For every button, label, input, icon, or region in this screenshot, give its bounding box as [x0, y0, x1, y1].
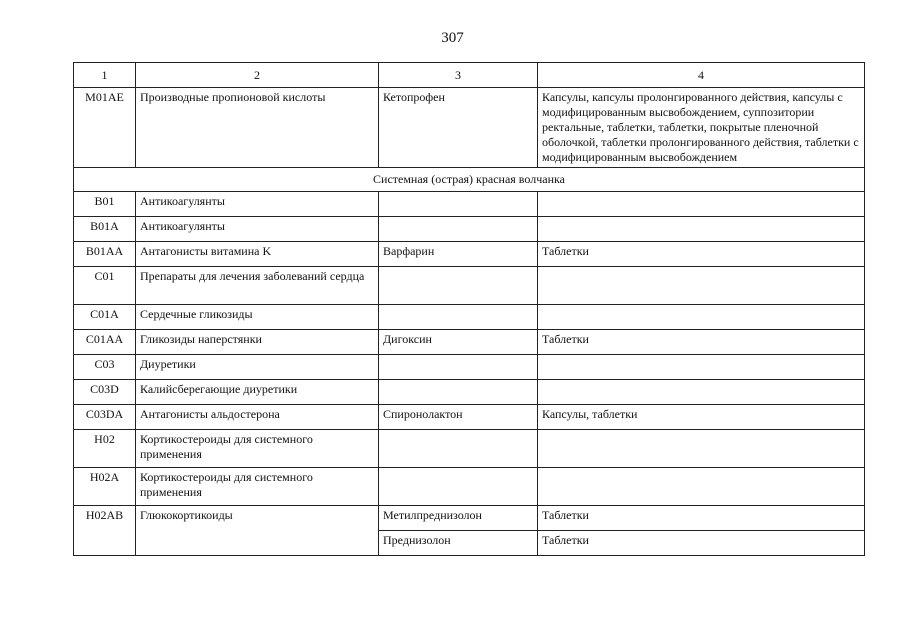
drug-name: Варфарин	[379, 242, 538, 267]
atc-code: C01AA	[74, 330, 136, 355]
drug-name	[379, 468, 538, 506]
dosage-forms	[538, 380, 865, 405]
table-row	[74, 305, 865, 330]
dosage-forms: Капсулы, капсулы пролонгированного действия, капсулы с модифицированным высвобождением, суппозитории ректальные, таблетки, таблетки, покрытые пленочной оболочкой, таблетки пролонгированного действия, таблетки с модифицированным высвобождением	[538, 88, 865, 168]
header-col-1: 1	[74, 63, 136, 88]
header-col-4: 4	[538, 63, 865, 88]
table-row	[74, 405, 865, 430]
dosage-forms: Капсулы, таблетки	[538, 405, 865, 430]
dosage-forms	[538, 305, 865, 330]
drug-name: Преднизолон	[379, 531, 538, 556]
group-name: Калийсберегающие диуретики	[136, 380, 379, 405]
table-row	[74, 355, 865, 380]
drug-table	[73, 62, 865, 556]
dosage-forms	[538, 355, 865, 380]
atc-code: C01A	[74, 305, 136, 330]
group-name: Гликозиды наперстянки	[136, 330, 379, 355]
group-name: Антикоагулянты	[136, 192, 379, 217]
drug-name	[379, 305, 538, 330]
header-col-3: 3	[379, 63, 538, 88]
atc-code: C01	[74, 267, 136, 305]
drug-name: Дигоксин	[379, 330, 538, 355]
drug-name	[379, 355, 538, 380]
group-name: Производные пропионовой кислоты	[136, 88, 379, 168]
drug-name: Спиронолактон	[379, 405, 538, 430]
table-row	[74, 192, 865, 217]
atc-code: M01AE	[74, 88, 136, 168]
dosage-forms: Таблетки	[538, 330, 865, 355]
atc-code: C03DA	[74, 405, 136, 430]
drug-name	[379, 380, 538, 405]
atc-code: C03D	[74, 380, 136, 405]
dosage-forms	[538, 430, 865, 468]
section-title: Системная (острая) красная волчанка	[74, 168, 865, 192]
group-name: Диуретики	[136, 355, 379, 380]
dosage-forms: Таблетки	[538, 506, 865, 531]
table-row	[74, 380, 865, 405]
table-row	[74, 506, 865, 531]
dosage-forms: Таблетки	[538, 242, 865, 267]
table-row	[74, 330, 865, 355]
table-row	[74, 88, 865, 168]
table-row	[74, 242, 865, 267]
drug-name: Метилпреднизолон	[379, 506, 538, 531]
drug-name	[379, 267, 538, 305]
group-name: Кортикостероиды для системного применения	[136, 430, 379, 468]
atc-code: H02AB	[74, 506, 136, 556]
group-name: Антикоагулянты	[136, 217, 379, 242]
atc-code: B01A	[74, 217, 136, 242]
atc-code: B01AA	[74, 242, 136, 267]
header-col-2: 2	[136, 63, 379, 88]
header-row	[74, 63, 865, 88]
table-row	[74, 267, 865, 305]
table-row	[74, 217, 865, 242]
atc-code: C03	[74, 355, 136, 380]
group-name: Препараты для лечения заболеваний сердца	[136, 267, 379, 305]
drug-name	[379, 192, 538, 217]
group-name: Кортикостероиды для системного применения	[136, 468, 379, 506]
drug-name: Кетопрофен	[379, 88, 538, 168]
group-name: Сердечные гликозиды	[136, 305, 379, 330]
drug-name	[379, 430, 538, 468]
drug-name	[379, 217, 538, 242]
dosage-forms	[538, 468, 865, 506]
atc-code: B01	[74, 192, 136, 217]
table-row	[74, 430, 865, 468]
table-row	[74, 468, 865, 506]
section-row	[74, 168, 865, 192]
dosage-forms	[538, 217, 865, 242]
page-number: 307	[441, 30, 464, 46]
group-name: Глюкокортикоиды	[136, 506, 379, 556]
atc-code: H02	[74, 430, 136, 468]
atc-code: H02A	[74, 468, 136, 506]
dosage-forms: Таблетки	[538, 531, 865, 556]
group-name: Антагонисты альдостерона	[136, 405, 379, 430]
dosage-forms	[538, 267, 865, 305]
dosage-forms	[538, 192, 865, 217]
group-name: Антагонисты витамина K	[136, 242, 379, 267]
